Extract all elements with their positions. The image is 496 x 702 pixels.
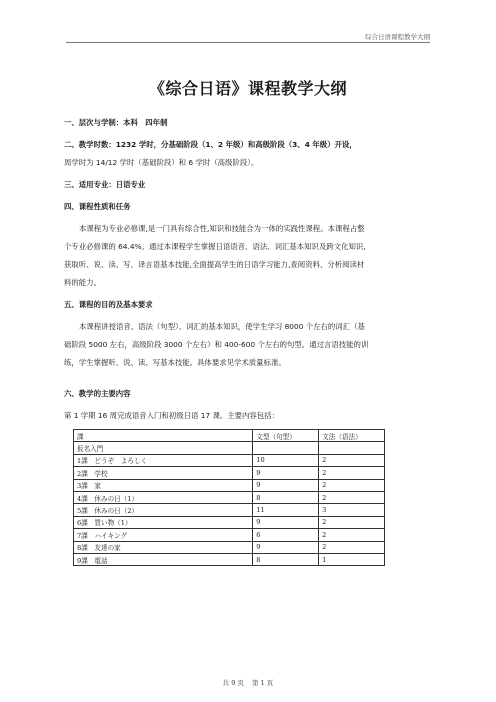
- grammar-cell: 3: [319, 504, 385, 516]
- table-header-row: [74, 430, 385, 442]
- grammar-cell: 2: [319, 529, 385, 541]
- table-row: [74, 491, 385, 503]
- page-footer: [0, 678, 496, 687]
- grammar-cell: [319, 442, 385, 454]
- lesson-cell: 8課 友達の家: [74, 541, 253, 553]
- page-title: 《综合日语》课程教学大纲: [148, 79, 347, 98]
- patterns-cell: 6: [253, 529, 319, 541]
- patterns-cell: [253, 442, 319, 454]
- patterns-cell: 9: [253, 516, 319, 528]
- lesson-cell: 仮名入門: [74, 442, 253, 454]
- table-row: [74, 553, 385, 565]
- patterns-cell: 8: [253, 553, 319, 565]
- table-row: [74, 516, 385, 528]
- lesson-cell: 3課 家: [74, 479, 253, 491]
- lesson-cell: 6課 買い物（1）: [74, 516, 253, 528]
- table-row: [74, 467, 385, 479]
- section-1: 一、层次与学制：本科 四年制: [64, 118, 168, 127]
- column-header-grammar: 文法（语法）: [319, 430, 385, 442]
- lesson-cell: 9課 電話: [74, 553, 253, 565]
- grammar-cell: 2: [319, 479, 385, 491]
- section-4-heading: 四、课程性质和任务: [64, 202, 131, 211]
- page-number-label: 第 1 页: [252, 679, 274, 687]
- section-2-line-1: 二、教学时数：1232 学时，分基础阶段（1、2 年级）和高级阶段（3、4 年级）开设，: [64, 140, 357, 149]
- column-header-patterns: 文型（句型）: [253, 430, 319, 442]
- grammar-cell: 2: [319, 491, 385, 503]
- patterns-cell: 8: [253, 491, 319, 503]
- table-row: [74, 454, 385, 466]
- patterns-cell: 10: [253, 454, 319, 466]
- patterns-cell: 11: [253, 504, 319, 516]
- grammar-cell: 2: [319, 467, 385, 479]
- table-row: [74, 541, 385, 553]
- total-pages-label: 共 9 页: [222, 679, 244, 687]
- table-row: [74, 479, 385, 491]
- lesson-cell: 2課 学校: [74, 467, 253, 479]
- grammar-cell: 2: [319, 454, 385, 466]
- lesson-cell: 1課 どうぞ よろしく: [74, 454, 253, 466]
- section-5-line-2: 础阶段 5000 左右，高级阶段 3000 个左右）和 400-600 个左右的句型。通过言语技能的训: [64, 340, 369, 349]
- section-5-line-1: 本课程讲授语音、语法（句型）、词汇的基本知识，使学生学习 8000 个左右的词汇（基: [79, 322, 365, 331]
- patterns-cell: 9: [253, 541, 319, 553]
- section-6-intro: 第 1 学期 16 周完成语音入门和初级日语 17 课。主要内容包括：: [64, 411, 279, 420]
- section-3: 三、适用专业：日语专业: [64, 180, 146, 189]
- header-rule: [66, 42, 430, 43]
- section-4-line-1: 本课程为专业必修课,是一门具有综合性,知识和技能合为一体的实践性课程。本课程占整: [79, 224, 365, 233]
- table-row: [74, 504, 385, 516]
- column-header-lesson: 課: [74, 430, 253, 442]
- lesson-cell: 4課 休みの日（1）: [74, 491, 253, 503]
- table-row: [74, 442, 385, 454]
- grammar-cell: 2: [319, 516, 385, 528]
- section-5-line-3: 练，学生掌握听、说、读、写基本技能。具体要求见学术质量标准。: [64, 358, 286, 367]
- lesson-cell: 5課 休みの日（2）: [74, 504, 253, 516]
- document-body: [64, 114, 432, 566]
- table-row: [74, 529, 385, 541]
- course-table: [73, 429, 385, 566]
- grammar-cell: 1: [319, 553, 385, 565]
- section-2-line-2: 周学时为 14/12 学时（基础阶段）和 6 学时（高级阶段）。: [64, 158, 259, 167]
- patterns-cell: 9: [253, 467, 319, 479]
- patterns-cell: 9: [253, 479, 319, 491]
- grammar-cell: 2: [319, 541, 385, 553]
- lesson-cell: 7課 ハイキング: [74, 529, 253, 541]
- section-6-heading: 六、教学的主要内容: [64, 389, 131, 398]
- section-4-line-3: 获取听、说、读、写、译言语基本技能,全面提高学生的日语学习能力,查阅资料、分析阅读材: [64, 260, 365, 269]
- section-4-line-2: 个专业必修课的 64.4%。通过本课程学生掌握日语语音、语法、词汇基本知识及跨文化知识,: [64, 242, 366, 251]
- section-5-heading: 五、课程的目的及基本要求: [64, 300, 153, 309]
- running-header: 综合日语课程教学大纲: [365, 33, 430, 41]
- section-4-line-4: 料的能力。: [64, 278, 101, 287]
